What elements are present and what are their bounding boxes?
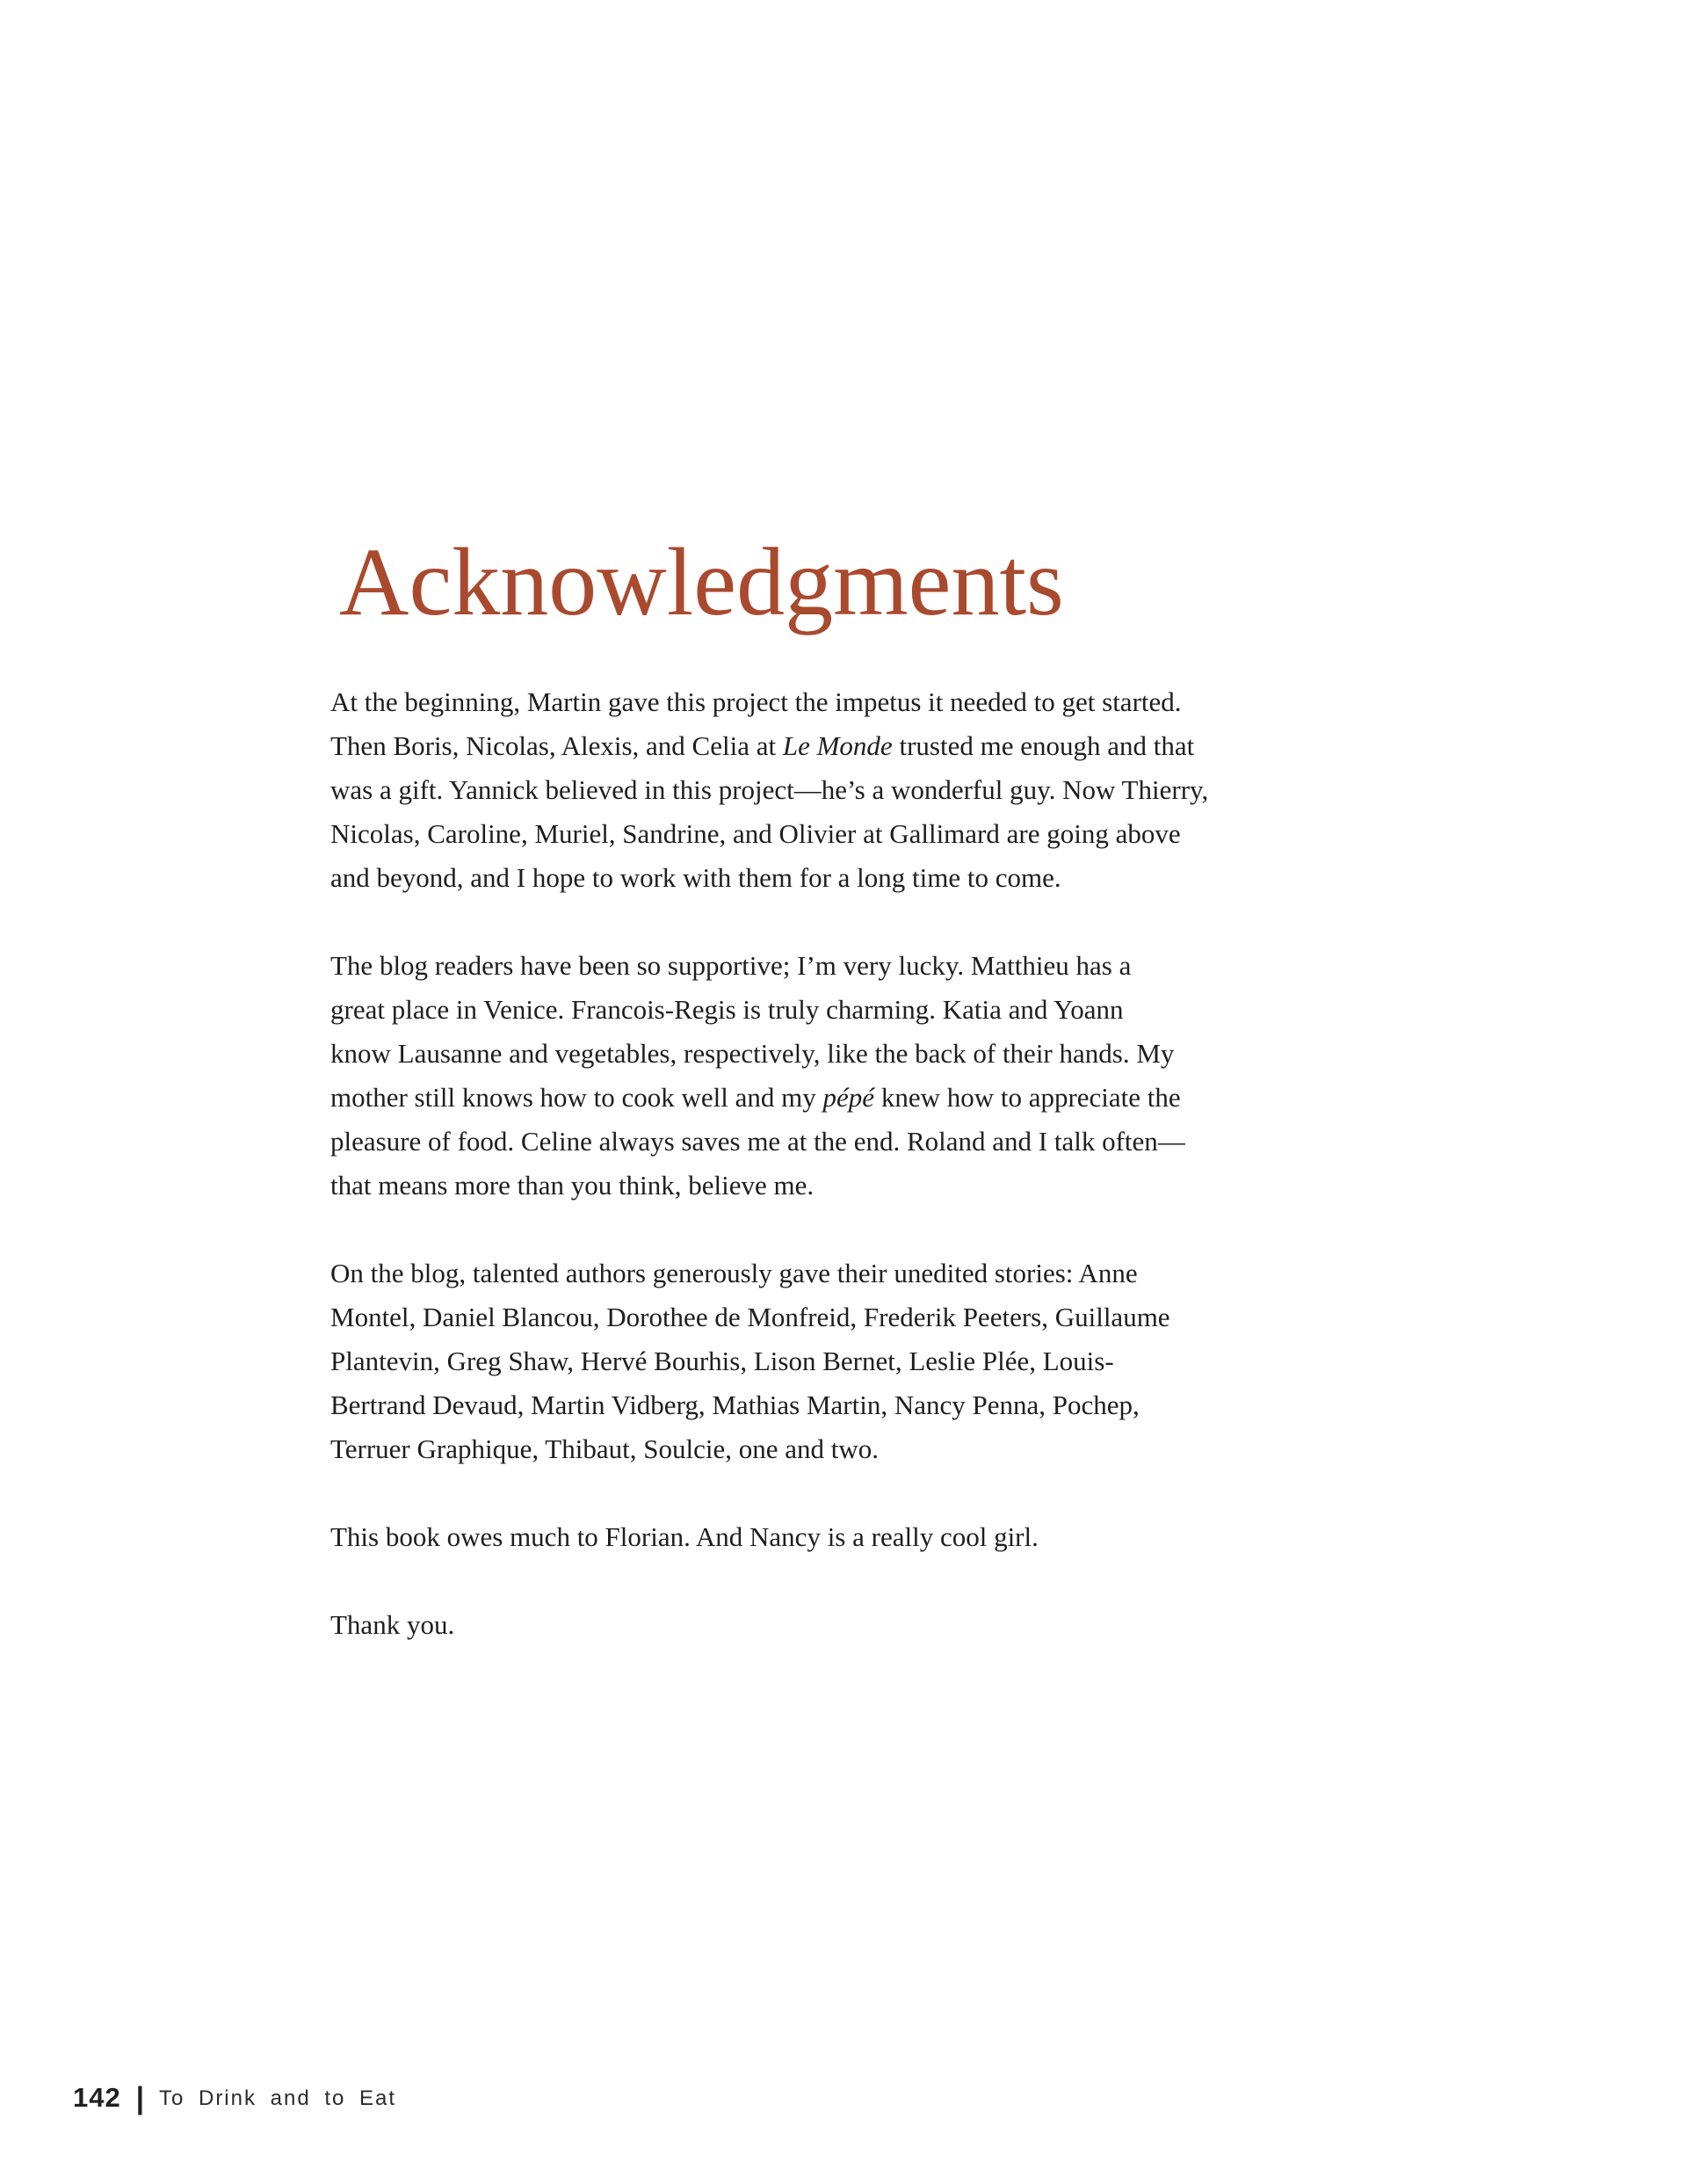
text-segment: The blog readers have been so supportive; I’m very lucky. Matthieu has a	[330, 950, 1132, 981]
text-segment: Terruer Graphique, Thibaut, Soulcie, one and two.	[330, 1433, 879, 1464]
text-segment: know Lausanne and vegetables, respectively, like the back of their hands. My	[330, 1038, 1175, 1069]
paragraph	[330, 1603, 1455, 1647]
text-segment: pleasure of food. Celine always saves me at the end. Roland and I talk often—	[330, 1126, 1185, 1157]
paragraph	[330, 944, 1455, 1208]
text-line	[330, 1603, 1455, 1647]
text-line	[330, 812, 1455, 856]
text-line	[330, 1339, 1455, 1383]
text-segment: that means more than you think, believe me.	[330, 1170, 815, 1201]
text-segment: great place in Venice. Francois-Regis is truly charming. Katia and Yoann	[330, 994, 1124, 1025]
text-line	[330, 944, 1455, 988]
text-line	[330, 1076, 1455, 1120]
text-line	[330, 724, 1455, 768]
footer	[73, 2081, 396, 2115]
text-line	[330, 1164, 1455, 1208]
footer-page-number: 142	[73, 2082, 121, 2113]
text-segment: and beyond, and I hope to work with them for a long time to come.	[330, 862, 1061, 893]
text-line	[330, 680, 1455, 724]
text-line	[330, 1515, 1455, 1559]
text-segment: mother still knows how to cook well and my	[330, 1082, 823, 1113]
text-line	[330, 1295, 1455, 1339]
text-line	[330, 988, 1455, 1032]
footer-separator-bar: |	[135, 2079, 144, 2115]
italic-text-segment: Le Monde	[782, 730, 893, 761]
text-segment: At the beginning, Martin gave this project the impetus it needed to get started.	[330, 686, 1182, 717]
text-line	[330, 1032, 1455, 1076]
text-segment: was a gift. Yannick believed in this project—he’s a wonderful guy. Now Thierry,	[330, 774, 1209, 805]
paragraph	[330, 1515, 1455, 1559]
footer-book-title: To Drink and to Eat	[158, 2086, 397, 2110]
text-line	[330, 1427, 1455, 1471]
paragraph	[330, 1252, 1455, 1471]
text-line	[330, 1120, 1455, 1164]
italic-text-segment: pépé	[822, 1082, 875, 1113]
text-segment: knew how to appreciate the	[874, 1082, 1181, 1113]
text-segment: Bertrand Devaud, Martin Vidberg, Mathias Martin, Nancy Penna, Pochep,	[330, 1389, 1140, 1420]
body-text	[330, 680, 1455, 1647]
text-segment: Plantevin, Greg Shaw, Hervé Bourhis, Lison Bernet, Leslie Plée, Louis-	[330, 1346, 1114, 1376]
text-segment: Montel, Daniel Blancou, Dorothee de Monfreid, Frederik Peeters, Guillaume	[330, 1302, 1170, 1332]
text-segment: On the blog, talented authors generously gave their unedited stories: Anne	[330, 1258, 1138, 1288]
paragraph	[330, 680, 1455, 900]
text-segment: trusted me enough and that	[892, 730, 1195, 761]
text-segment: Nicolas, Caroline, Muriel, Sandrine, and Olivier at Gallimard are going above	[330, 818, 1181, 849]
text-line	[330, 1252, 1455, 1295]
text-line	[330, 1383, 1455, 1427]
text-line	[330, 768, 1455, 812]
text-line	[330, 856, 1455, 900]
text-segment: Thank you.	[330, 1609, 455, 1640]
page-title: Acknowledgments	[339, 528, 1064, 635]
text-segment: This book owes much to Florian. And Nancy is a really cool girl.	[330, 1521, 1039, 1552]
text-segment: Then Boris, Nicolas, Alexis, and Celia at	[330, 730, 783, 761]
